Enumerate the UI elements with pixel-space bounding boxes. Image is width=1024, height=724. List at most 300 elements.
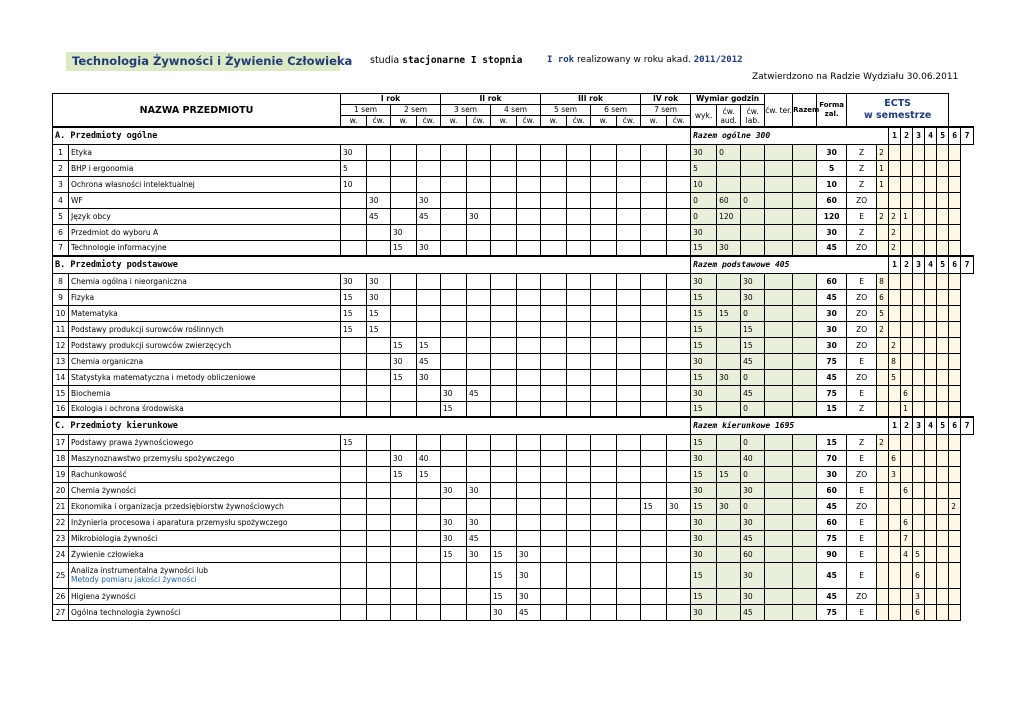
semester-hours-cell: [391, 498, 417, 514]
assessment-form: E: [847, 530, 877, 546]
semester-hours-cell: [367, 337, 391, 353]
ects-cell: [925, 192, 937, 208]
hours-sem: [765, 466, 793, 482]
semester-hours-cell: [541, 546, 567, 562]
ects-semester-number: 7: [961, 256, 974, 273]
semester-hours-cell: [367, 353, 391, 369]
semester-hours-cell: [667, 160, 691, 176]
semester-hours-cell: [667, 144, 691, 160]
semester-hours-cell: [567, 401, 591, 417]
hours-sem: [765, 208, 793, 224]
ects-cell: [913, 530, 925, 546]
semester-hours-cell: [591, 273, 617, 289]
semester-hours-cell: 30: [667, 498, 691, 514]
subject-row: [53, 289, 974, 305]
col-header-w: w.: [491, 116, 517, 128]
total-hours: 30: [817, 466, 847, 482]
ects-cell: [937, 546, 949, 562]
semester-hours-cell: [617, 562, 641, 588]
ects-cell: [925, 337, 937, 353]
hours-wyk: 30: [691, 144, 717, 160]
hours-wyk: 15: [691, 289, 717, 305]
ects-cell: [937, 434, 949, 450]
ects-cell: [901, 305, 913, 321]
semester-hours-cell: [567, 144, 591, 160]
semester-hours-cell: [667, 192, 691, 208]
semester-hours-cell: [567, 160, 591, 176]
col-header-sem-6: 6 sem: [591, 105, 641, 116]
semester-hours-cell: [517, 369, 541, 385]
row-number: 5: [53, 208, 69, 224]
semester-hours-cell: [591, 562, 617, 588]
semester-hours-cell: [641, 530, 667, 546]
ects-cell: [949, 562, 961, 588]
semester-hours-cell: [667, 353, 691, 369]
semester-hours-cell: [491, 514, 517, 530]
subject-name: [69, 289, 341, 305]
hours-cw-aud: 30: [717, 369, 741, 385]
semester-hours-cell: [541, 498, 567, 514]
ects-cell: [901, 273, 913, 289]
semester-hours-cell: [467, 321, 491, 337]
ects-title: ECTS: [884, 98, 912, 109]
subject-name-text: Ekonomika i organizacja przedsiębiorstw żywnościowych: [71, 501, 284, 511]
semester-hours-cell: [441, 369, 467, 385]
subject-name: [69, 337, 341, 353]
semester-hours-cell: [441, 498, 467, 514]
study-plan-table: [52, 93, 974, 621]
ects-cell: 5: [877, 305, 889, 321]
semester-hours-cell: [617, 588, 641, 604]
semester-hours-cell: 45: [467, 530, 491, 546]
semester-hours-cell: [341, 546, 367, 562]
semester-hours-cell: [641, 514, 667, 530]
assessment-form: ZO: [847, 498, 877, 514]
semester-hours-cell: [491, 385, 517, 401]
hours-cw-lab: 30: [741, 273, 765, 289]
semester-hours-cell: [617, 498, 641, 514]
subject-name: [69, 530, 341, 546]
semester-hours-cell: [541, 208, 567, 224]
semester-hours-cell: 30: [441, 514, 467, 530]
hours-sem: [765, 450, 793, 466]
ects-cell: [877, 604, 889, 620]
semester-hours-cell: [641, 401, 667, 417]
semester-hours-cell: [591, 530, 617, 546]
hours-sem: [765, 562, 793, 588]
col-header-sem-4: 4 sem: [491, 105, 541, 116]
semester-hours-cell: [467, 353, 491, 369]
ects-cell: [949, 369, 961, 385]
semester-hours-cell: [667, 401, 691, 417]
total-hours: 30: [817, 337, 847, 353]
semester-hours-cell: [441, 450, 467, 466]
semester-hours-cell: [441, 176, 467, 192]
row-number: 2: [53, 160, 69, 176]
semester-hours-cell: [367, 562, 391, 588]
ects-cell: [925, 176, 937, 192]
ects-cell: [925, 498, 937, 514]
semester-hours-cell: [667, 208, 691, 224]
total-hours: 30: [817, 224, 847, 240]
subject-name-text: Ekologia i ochrona środowiska: [71, 404, 184, 414]
hours-cw-ter: [793, 224, 817, 240]
semester-hours-cell: [517, 385, 541, 401]
hours-cw-lab: 0: [741, 305, 765, 321]
row-number: 14: [53, 369, 69, 385]
subject-name: [69, 482, 341, 498]
semester-hours-cell: [367, 466, 391, 482]
semester-hours-cell: [417, 385, 441, 401]
row-number: 11: [53, 321, 69, 337]
semester-hours-cell: 30: [391, 224, 417, 240]
semester-hours-cell: [541, 466, 567, 482]
subject-row: [53, 530, 974, 546]
ects-cell: 3: [889, 466, 901, 482]
subject-row: [53, 562, 974, 588]
row-number: 12: [53, 337, 69, 353]
semester-hours-cell: [617, 530, 641, 546]
semester-hours-cell: 15: [417, 337, 441, 353]
subject-name-text: Matematyka: [71, 308, 118, 318]
ects-cell: [913, 224, 925, 240]
hours-sem: [765, 401, 793, 417]
subject-name: [69, 144, 341, 160]
ects-cell: 1: [877, 176, 889, 192]
hours-wyk: 30: [691, 604, 717, 620]
col-header-sem-2: 2 sem: [391, 105, 441, 116]
semester-hours-cell: [567, 305, 591, 321]
hours-wyk: 15: [691, 466, 717, 482]
row-number: 20: [53, 482, 69, 498]
semester-hours-cell: [667, 588, 691, 604]
semester-hours-cell: [341, 604, 367, 620]
assessment-form: Z: [847, 160, 877, 176]
hours-cw-aud: [717, 562, 741, 588]
semester-hours-cell: [341, 482, 367, 498]
col-header-year-2: II rok: [441, 94, 541, 105]
ects-cell: [949, 482, 961, 498]
subject-row: [53, 401, 974, 417]
ects-cell: [925, 369, 937, 385]
hours-cw-aud: [717, 337, 741, 353]
ects-cell: [925, 466, 937, 482]
hours-cw-lab: 0: [741, 401, 765, 417]
semester-hours-cell: [417, 514, 441, 530]
semester-hours-cell: [641, 562, 667, 588]
hours-cw-lab: 30: [741, 482, 765, 498]
semester-hours-cell: [367, 160, 391, 176]
ects-cell: 6: [913, 604, 925, 620]
semester-hours-cell: [591, 498, 617, 514]
ects-cell: [889, 289, 901, 305]
semester-hours-cell: 15: [441, 546, 467, 562]
hours-wyk: 30: [691, 450, 717, 466]
study-prefix: studia: [370, 55, 403, 66]
ects-cell: [925, 160, 937, 176]
semester-hours-cell: [567, 337, 591, 353]
hours-cw-aud: [717, 450, 741, 466]
semester-hours-cell: [491, 353, 517, 369]
hours-cw-aud: [717, 160, 741, 176]
semester-hours-cell: [467, 604, 491, 620]
col-header-w: w.: [441, 116, 467, 128]
semester-hours-cell: [567, 240, 591, 256]
col-header-name: NAZWA PRZEDMIOTU: [53, 94, 341, 128]
ects-cell: [901, 337, 913, 353]
ects-cell: [913, 450, 925, 466]
semester-hours-cell: [391, 514, 417, 530]
row-number: 6: [53, 224, 69, 240]
semester-hours-cell: [391, 604, 417, 620]
ects-cell: [913, 240, 925, 256]
total-hours: 60: [817, 273, 847, 289]
semester-hours-cell: [667, 337, 691, 353]
semester-hours-cell: [467, 176, 491, 192]
ects-cell: [913, 176, 925, 192]
ects-cell: [889, 192, 901, 208]
semester-hours-cell: [441, 273, 467, 289]
semester-hours-cell: [617, 321, 641, 337]
ects-cell: [901, 192, 913, 208]
semester-hours-cell: [567, 588, 591, 604]
semester-hours-cell: [367, 588, 391, 604]
subject-name-text: Ochrona własności intelektualnej: [71, 179, 195, 189]
semester-hours-cell: [567, 466, 591, 482]
subject-row: [53, 337, 974, 353]
semester-hours-cell: [367, 450, 391, 466]
ects-cell: [901, 240, 913, 256]
semester-hours-cell: [641, 546, 667, 562]
hours-sem: [765, 385, 793, 401]
semester-hours-cell: [567, 273, 591, 289]
ects-cell: [949, 588, 961, 604]
semester-hours-cell: [441, 562, 467, 588]
semester-hours-cell: 30: [467, 546, 491, 562]
ects-cell: [925, 240, 937, 256]
assessment-form: Z: [847, 224, 877, 240]
col-header-cw-ter: ćw. ter.: [765, 94, 793, 128]
semester-hours-cell: [491, 240, 517, 256]
hours-sem: [765, 434, 793, 450]
ects-cell: [937, 305, 949, 321]
col-header-total: Razem: [793, 94, 817, 128]
semester-hours-cell: [367, 385, 391, 401]
hours-wyk: 30: [691, 224, 717, 240]
col-header-w: w.: [591, 116, 617, 128]
total-hours: 60: [817, 482, 847, 498]
semester-hours-cell: [517, 498, 541, 514]
semester-hours-cell: [417, 546, 441, 562]
row-number: 13: [53, 353, 69, 369]
ects-cell: 8: [889, 353, 901, 369]
semester-hours-cell: 45: [417, 353, 441, 369]
semester-hours-cell: [491, 176, 517, 192]
semester-hours-cell: [617, 385, 641, 401]
semester-hours-cell: [467, 337, 491, 353]
semester-hours-cell: [491, 160, 517, 176]
col-header-cw: ćw.: [517, 116, 541, 128]
hours-wyk: 0: [691, 208, 717, 224]
hours-sem: [765, 546, 793, 562]
semester-hours-cell: [641, 353, 667, 369]
total-hours: 15: [817, 401, 847, 417]
subject-name-text: Higiena żywności: [71, 591, 136, 601]
semester-hours-cell: 40: [417, 450, 441, 466]
semester-hours-cell: [591, 160, 617, 176]
semester-hours-cell: [541, 482, 567, 498]
total-hours: 60: [817, 514, 847, 530]
semester-hours-cell: [667, 273, 691, 289]
semester-hours-cell: [667, 514, 691, 530]
semester-hours-cell: [341, 192, 367, 208]
subject-name-text: Ogólna technologia żywności: [71, 607, 181, 617]
row-number: 27: [53, 604, 69, 620]
hours-sem: [765, 482, 793, 498]
ects-cell: [925, 434, 937, 450]
semester-hours-cell: [667, 385, 691, 401]
hours-sem: [765, 176, 793, 192]
assessment-form: ZO: [847, 289, 877, 305]
semester-hours-cell: [417, 176, 441, 192]
ects-cell: [913, 466, 925, 482]
ects-semester-number: 1: [889, 127, 901, 144]
ects-cell: [925, 208, 937, 224]
ects-cell: [889, 401, 901, 417]
semester-hours-cell: [541, 273, 567, 289]
subject-row: [53, 546, 974, 562]
subject-row: [53, 434, 974, 450]
semester-hours-cell: [617, 224, 641, 240]
semester-hours-cell: [567, 353, 591, 369]
hours-cw-ter: [793, 337, 817, 353]
ects-cell: 6: [877, 289, 889, 305]
total-hours: 120: [817, 208, 847, 224]
semester-hours-cell: [417, 604, 441, 620]
ects-cell: 6: [889, 450, 901, 466]
subject-name: [69, 176, 341, 192]
ects-semester-number: 2: [901, 127, 913, 144]
ects-cell: [913, 337, 925, 353]
col-header-year-3: III rok: [541, 94, 641, 105]
assessment-form: E: [847, 385, 877, 401]
hours-sem: [765, 289, 793, 305]
subject-row: [53, 208, 974, 224]
ects-cell: [949, 546, 961, 562]
ects-cell: [937, 514, 949, 530]
semester-hours-cell: [617, 240, 641, 256]
ects-cell: [889, 160, 901, 176]
semester-hours-cell: [541, 562, 567, 588]
semester-hours-cell: [391, 208, 417, 224]
hours-sem: [765, 144, 793, 160]
hours-cw-lab: 0: [741, 434, 765, 450]
semester-hours-cell: [341, 208, 367, 224]
semester-hours-cell: 15: [491, 562, 517, 588]
hours-sem: [765, 224, 793, 240]
semester-hours-cell: 15: [341, 434, 367, 450]
total-hours: 30: [817, 305, 847, 321]
semester-hours-cell: [591, 466, 617, 482]
row-number: 21: [53, 498, 69, 514]
ects-cell: [889, 434, 901, 450]
ects-cell: [889, 482, 901, 498]
semester-hours-cell: [591, 401, 617, 417]
row-number: 17: [53, 434, 69, 450]
semester-hours-cell: [591, 369, 617, 385]
semester-hours-cell: [391, 305, 417, 321]
col-header-w: w.: [391, 116, 417, 128]
semester-hours-cell: [341, 369, 367, 385]
semester-hours-cell: [367, 498, 391, 514]
semester-hours-cell: [467, 289, 491, 305]
semester-hours-cell: [617, 176, 641, 192]
subject-row: [53, 160, 974, 176]
subject-name: [69, 546, 341, 562]
semester-hours-cell: 30: [417, 192, 441, 208]
assessment-form: ZO: [847, 305, 877, 321]
semester-hours-cell: [617, 337, 641, 353]
ects-cell: [949, 289, 961, 305]
hours-cw-ter: [793, 530, 817, 546]
ects-cell: 2: [877, 144, 889, 160]
semester-hours-cell: [367, 546, 391, 562]
semester-hours-cell: [591, 240, 617, 256]
semester-hours-cell: [517, 466, 541, 482]
ects-cell: [889, 530, 901, 546]
ects-cell: 3: [913, 588, 925, 604]
semester-hours-cell: [417, 588, 441, 604]
ects-cell: [913, 192, 925, 208]
semester-hours-cell: [441, 353, 467, 369]
hours-cw-aud: [717, 530, 741, 546]
semester-hours-cell: [617, 450, 641, 466]
semester-hours-cell: [441, 466, 467, 482]
hours-cw-ter: [793, 305, 817, 321]
semester-hours-cell: [617, 604, 641, 620]
semester-hours-cell: [591, 208, 617, 224]
hours-wyk: 30: [691, 546, 717, 562]
semester-hours-cell: [591, 289, 617, 305]
hours-cw-ter: [793, 434, 817, 450]
ects-cell: [901, 466, 913, 482]
ects-cell: [937, 401, 949, 417]
subject-name: [69, 588, 341, 604]
semester-hours-cell: 15: [367, 305, 391, 321]
section-summary: Razem kierunkowe 1695: [691, 417, 889, 434]
semester-hours-cell: [491, 482, 517, 498]
ects-cell: [937, 176, 949, 192]
hours-wyk: 30: [691, 514, 717, 530]
ects-cell: [901, 289, 913, 305]
hours-wyk: 15: [691, 240, 717, 256]
semester-hours-cell: [517, 144, 541, 160]
ects-cell: [901, 160, 913, 176]
ects-cell: 6: [901, 482, 913, 498]
hours-cw-lab: 45: [741, 604, 765, 620]
total-hours: 10: [817, 176, 847, 192]
ects-cell: [913, 208, 925, 224]
semester-hours-cell: [391, 289, 417, 305]
assessment-form: ZO: [847, 588, 877, 604]
ects-cell: [889, 273, 901, 289]
ects-semester-number: 2: [901, 256, 913, 273]
ects-cell: [925, 450, 937, 466]
ects-cell: [901, 353, 913, 369]
ects-cell: [925, 514, 937, 530]
semester-hours-cell: [641, 144, 667, 160]
semester-hours-cell: 45: [467, 385, 491, 401]
